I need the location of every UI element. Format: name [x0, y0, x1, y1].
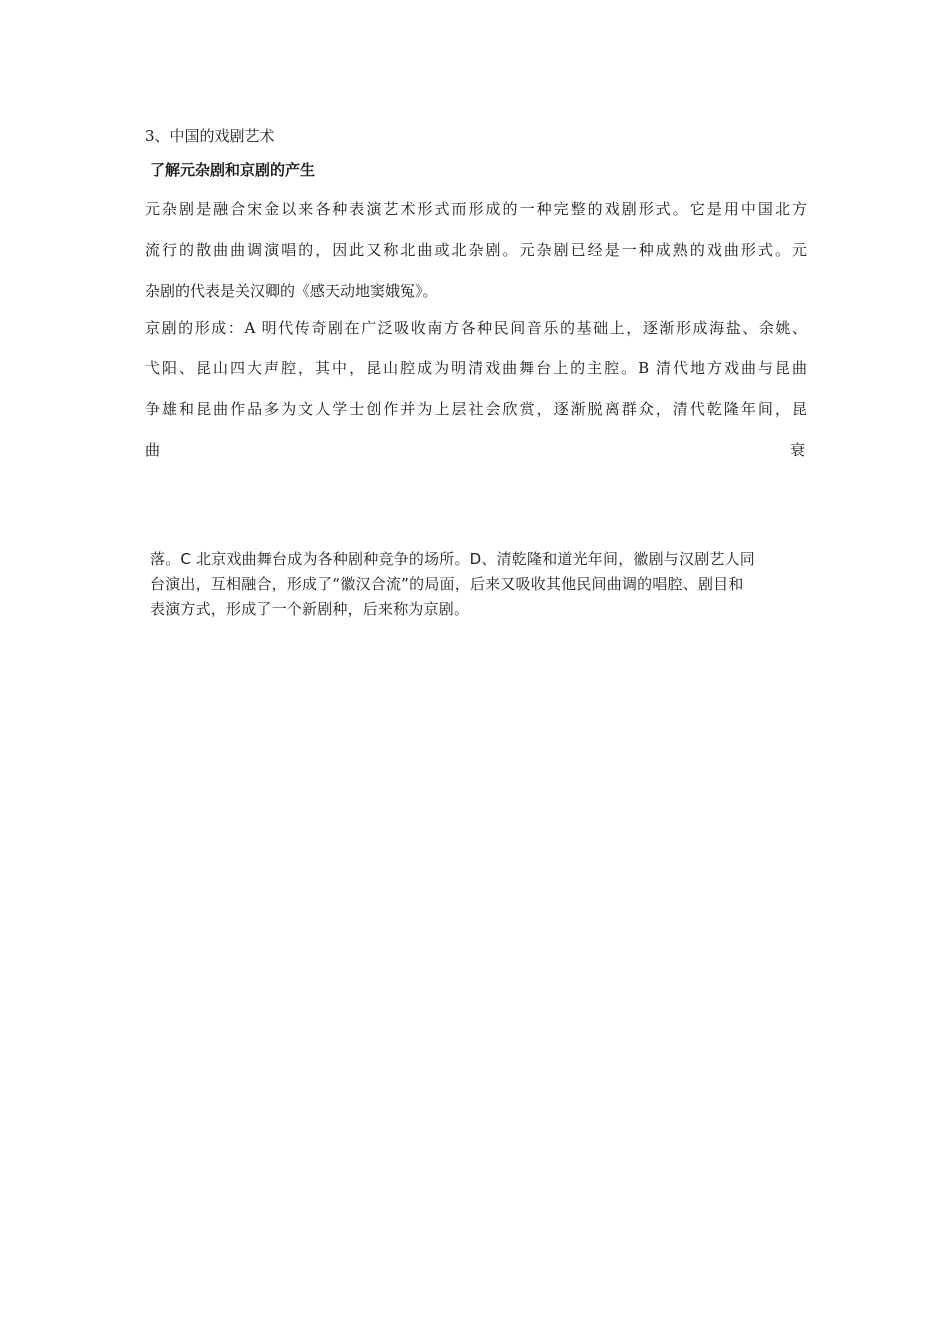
scanned-text-line: 落。C 北京戏曲舞台成为各种剧种竞争的场所。D、清乾隆和道光年间，徽剧与汉剧艺人同: [150, 550, 755, 568]
paragraph-line: 京剧的形成：A 明代传奇剧在广泛吸收南方各种民间音乐的基础上，逐渐形成海盐、余姚、: [145, 319, 807, 337]
paragraph-line: 争雄和昆曲作品多为文人学士创作并为上层社会欣赏，逐渐脱离群众，清代乾隆年间，昆: [145, 400, 807, 418]
scanned-text-line: 表演方式，形成了一个新剧种，后来称为京剧。: [150, 600, 470, 618]
section-heading: 3、中国的戏剧艺术: [145, 127, 275, 145]
paragraph-line: 元杂剧是融合宋金以来各种表演艺术形式而形成的一种完整的戏剧形式。它是用中国北方: [145, 200, 807, 218]
paragraph-line: 弋阳、昆山四大声腔，其中，昆山腔成为明清戏曲舞台上的主腔。B 清代地方戏曲与昆曲: [145, 359, 807, 377]
scanned-text-line: 台演出，互相融合，形成了“徽汉合流”的局面，后来又吸收其他民间曲调的唱腔、剧目和: [150, 575, 744, 593]
paragraph-line: 曲: [145, 441, 161, 459]
paragraph-line: 杂剧的代表是关汉卿的《感天动地窦娥冤》。: [145, 282, 438, 300]
paragraph-line: 流行的散曲曲调演唱的，因此又称北曲或北杂剧。元杂剧已经是一种成熟的戏曲形式。元: [145, 241, 807, 259]
paragraph-line-end: 衰: [790, 441, 806, 459]
section-subheading: 了解元杂剧和京剧的产生: [150, 161, 316, 179]
